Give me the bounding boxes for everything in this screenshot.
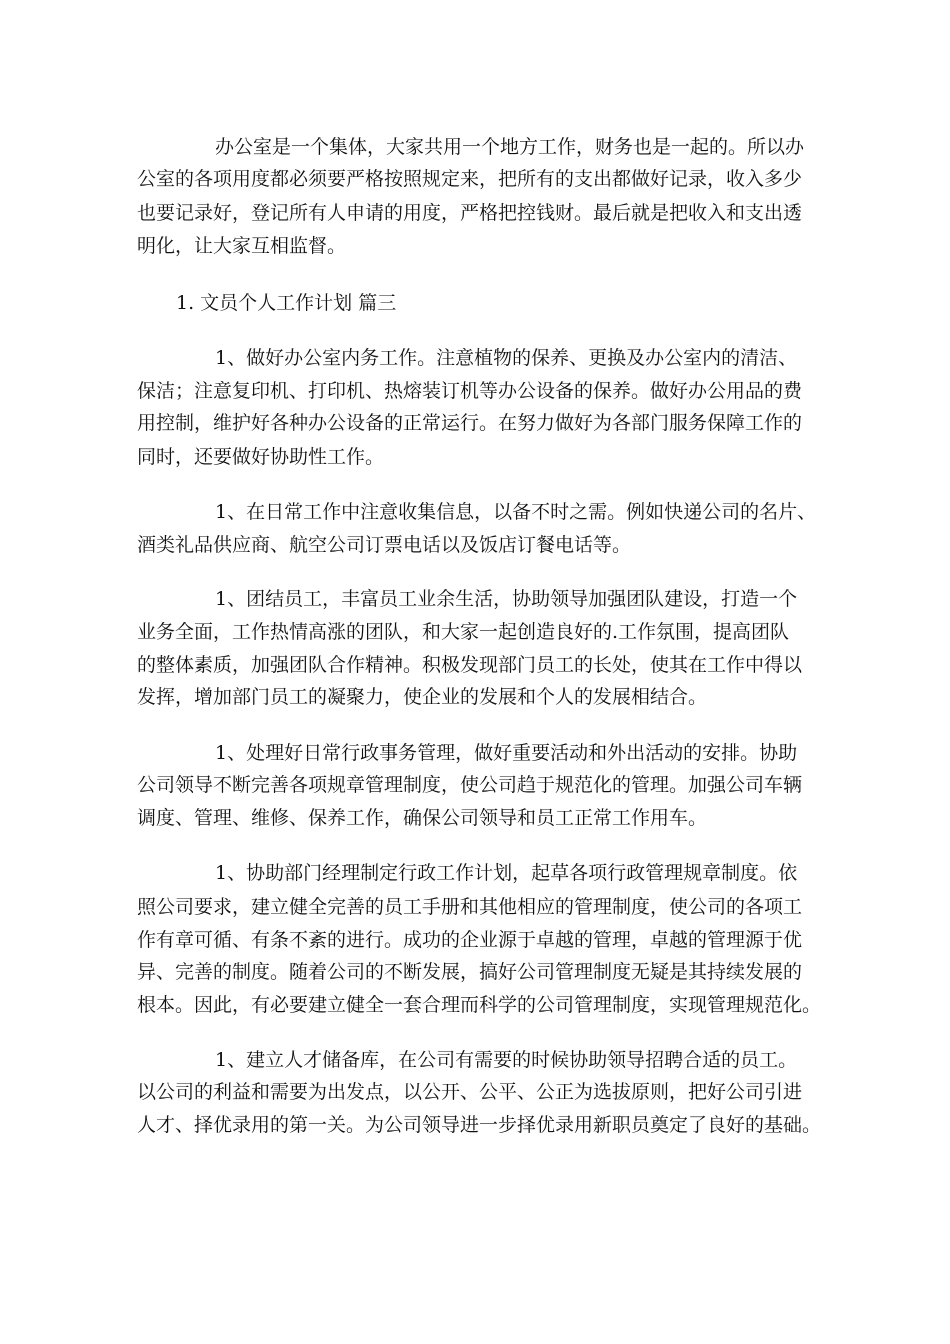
paragraph-unite-staff-line: 发挥，增加部门员工的凝聚力，使企业的发展和个人的发展相结合。 [137, 686, 708, 708]
paragraph-talent-pool-line: 人才、择优录用的第一关。为公司领导进一步择优录用新职员奠定了良好的基础。 [137, 1114, 822, 1136]
paragraph-internal-affairs-line: 同时，还要做好协助性工作。 [137, 446, 385, 468]
paragraph-office-collective-line: 办公室是一个集体，大家共用一个地方工作，财务也是一起的。所以办 [215, 136, 805, 158]
paragraph-office-collective-line: 明化，让大家互相监督。 [137, 235, 347, 257]
paragraph-collect-info-line: 酒类礼品供应商、航空公司订票电话以及饭店订餐电话等。 [137, 534, 632, 556]
paragraph-internal-affairs-line: 保洁；注意复印机、打印机、热熔装订机等办公设备的保养。做好办公用品的费 [137, 380, 803, 402]
paragraph-unite-staff-line: 1、团结员工，丰富员工业余生活，协助领导加强团队建设，打造一个 [215, 588, 798, 610]
paragraph-assist-manager-line: 照公司要求，建立健全完善的员工手册和其他相应的管理制度，使公司的各项工 [137, 896, 803, 918]
paragraph-collect-info-line: 1、在日常工作中注意收集信息，以备不时之需。例如快递公司的名片、 [215, 501, 817, 523]
paragraph-internal-affairs-line: 1、做好办公室内务工作。注意植物的保养、更换及办公室内的清洁、 [215, 347, 798, 369]
paragraph-admin-affairs-line: 1、处理好日常行政事务管理，做好重要活动和外出活动的安排。协助 [215, 742, 798, 764]
paragraph-assist-manager-line: 1、协助部门经理制定行政工作计划，起草各项行政管理规章制度。依 [215, 862, 798, 884]
paragraph-unite-staff-line: 业务全面，工作热情高涨的团队，和大家一起创造良好的.工作氛围，提高团队 [137, 621, 790, 643]
paragraph-admin-affairs-line: 公司领导不断完善各项规章管理制度，使公司趋于规范化的管理。加强公司车辆 [137, 774, 803, 796]
paragraph-unite-staff-line: 的整体素质，加强团队合作精神。积极发现部门员工的长处，使其在工作中得以 [137, 654, 803, 676]
paragraph-assist-manager-line: 异、完善的制度。随着公司的不断发展，搞好公司管理制度无疑是其持续发展的 [137, 961, 803, 983]
paragraph-office-collective-line: 也要记录好，登记所有人申请的用度，严格把控钱财。最后就是把收入和支出透 [137, 202, 803, 224]
paragraph-assist-manager-line: 根本。因此，有必要建立健全一套合理而科学的公司管理制度，实现管理规范化。 [137, 994, 822, 1016]
paragraph-assist-manager-line: 作有章可循、有条不紊的进行。成功的企业源于卓越的管理，卓越的管理源于优 [137, 929, 803, 951]
paragraph-talent-pool-line: 1、建立人才储备库，在公司有需要的时候协助领导招聘合适的员工。 [215, 1049, 798, 1071]
paragraph-internal-affairs-line: 用控制，维护好各种办公设备的正常运行。在努力做好为各部门服务保障工作的 [137, 412, 803, 434]
paragraph-office-collective-line: 公室的各项用度都必须要严格按照规定来，把所有的支出都做好记录，收入多少 [137, 168, 803, 190]
paragraph-admin-affairs-line: 调度、管理、维修、保养工作，确保公司领导和员工正常工作用车。 [137, 807, 708, 829]
section-heading: 1. 文员个人工作计划 篇三 [176, 292, 397, 314]
paragraph-talent-pool-line: 以公司的利益和需要为出发点，以公开、公平、公正为选拔原则，把好公司引进 [137, 1081, 803, 1103]
